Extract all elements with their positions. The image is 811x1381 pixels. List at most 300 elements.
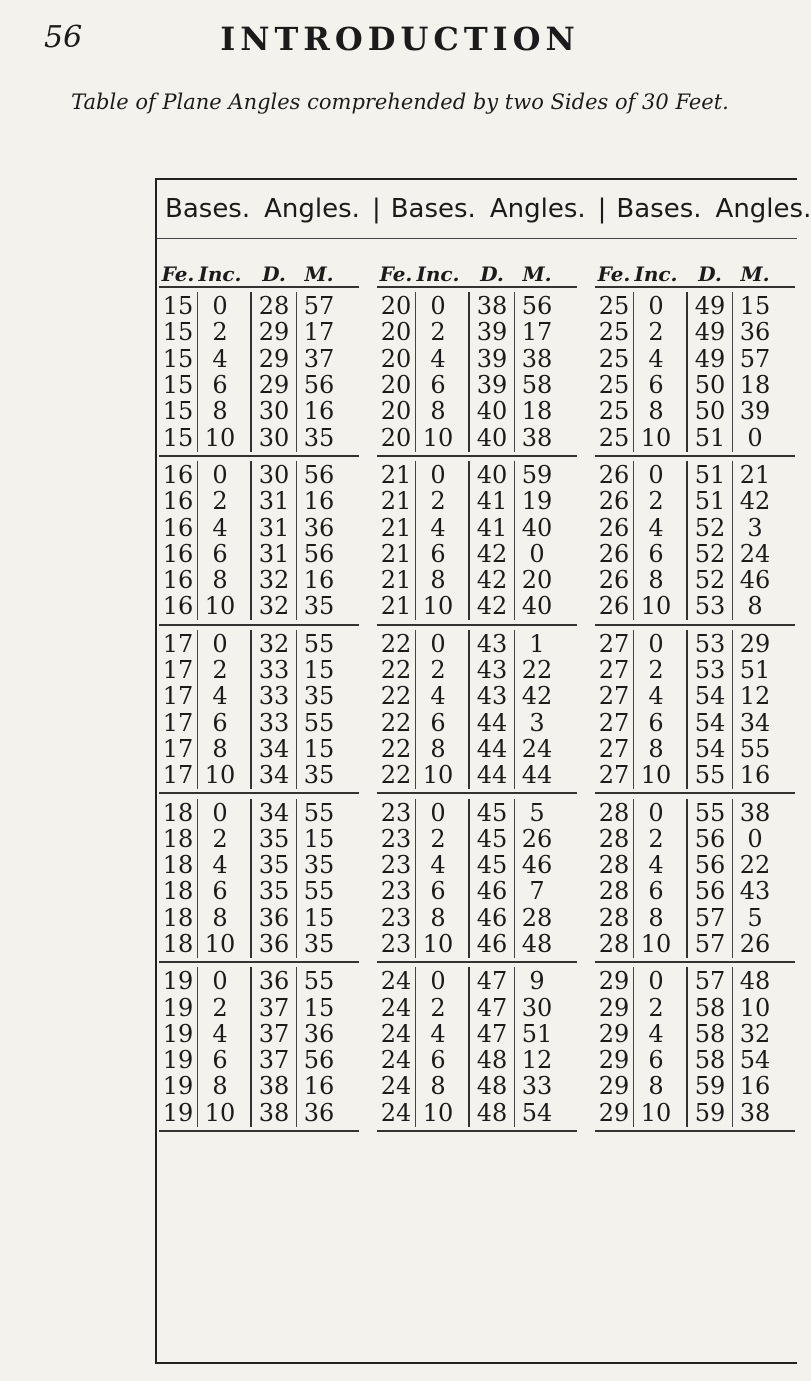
- cell-inches: 4: [212, 513, 228, 542]
- cell-minutes: 16: [303, 397, 335, 426]
- table-row: [159, 736, 359, 762]
- cell-inches: 6: [430, 1046, 446, 1075]
- cell-degrees: 39: [468, 345, 515, 373]
- cell-degrees: 32: [250, 592, 297, 620]
- column-header-row: [377, 254, 577, 288]
- cell-minutes: 51: [521, 1019, 553, 1048]
- cell-degrees: 42: [468, 592, 515, 620]
- row-group: [377, 626, 577, 795]
- column-header-feet: Fe.: [597, 262, 631, 286]
- cell-minutes: 42: [521, 682, 553, 711]
- cell-degrees: 36: [250, 967, 297, 995]
- cell-inches: 8: [648, 1072, 664, 1101]
- cell-minutes: 30: [521, 993, 553, 1022]
- cell-minutes: 24: [739, 539, 771, 568]
- cell-inches: 6: [648, 1046, 664, 1075]
- banner-separator: |: [371, 194, 381, 224]
- cell-feet: 21: [377, 461, 416, 489]
- cell-feet: 29: [595, 1072, 634, 1100]
- cell-feet: 15: [159, 424, 198, 452]
- cell-degrees: 53: [686, 630, 733, 658]
- table-row: [377, 905, 577, 931]
- cell-inches: 6: [212, 1046, 228, 1075]
- cell-feet: 24: [377, 1099, 416, 1127]
- cell-feet: 22: [377, 709, 416, 737]
- cell-inches: 4: [430, 1019, 446, 1048]
- column-header-feet: Fe.: [379, 262, 413, 286]
- cell-degrees: 39: [468, 318, 515, 346]
- cell-minutes: 9: [529, 967, 545, 996]
- cell-degrees: 33: [250, 656, 297, 684]
- cell-feet: 15: [159, 345, 198, 373]
- cell-feet: 21: [377, 540, 416, 568]
- cell-degrees: 34: [250, 735, 297, 763]
- cell-inches: 4: [430, 513, 446, 542]
- cell-inches: 2: [212, 487, 228, 516]
- cell-degrees: 48: [468, 1072, 515, 1100]
- table-row: [377, 762, 577, 788]
- table-row: [595, 1021, 795, 1047]
- page-number: 56: [44, 20, 83, 55]
- cell-minutes: 35: [303, 761, 335, 790]
- table-row: [595, 683, 795, 709]
- table-row: [595, 346, 795, 372]
- row-group: [595, 626, 795, 795]
- cell-inches: 2: [430, 993, 446, 1022]
- cell-feet: 28: [595, 799, 634, 827]
- cell-inches: 4: [212, 1019, 228, 1048]
- cell-inches: 6: [212, 539, 228, 568]
- cell-degrees: 41: [468, 514, 515, 542]
- table-row: [159, 931, 359, 957]
- cell-minutes: 17: [303, 318, 335, 347]
- table-row: [159, 994, 359, 1020]
- cell-minutes: 38: [739, 798, 771, 827]
- table-row: [595, 968, 795, 994]
- cell-minutes: 35: [303, 682, 335, 711]
- cell-degrees: 46: [468, 904, 515, 932]
- row-group: [377, 794, 577, 963]
- cell-degrees: 49: [686, 318, 733, 346]
- cell-degrees: 50: [686, 371, 733, 399]
- cell-feet: 19: [159, 994, 198, 1022]
- cell-feet: 15: [159, 397, 198, 425]
- table-banner: [157, 180, 811, 239]
- table-row: [159, 683, 359, 709]
- cell-minutes: 19: [521, 487, 553, 516]
- cell-inches: 8: [430, 1072, 446, 1101]
- cell-inches: 6: [430, 877, 446, 906]
- cell-degrees: 50: [686, 397, 733, 425]
- cell-inches: 2: [212, 993, 228, 1022]
- table-row: [595, 905, 795, 931]
- table-row: [595, 994, 795, 1020]
- cell-feet: 17: [159, 709, 198, 737]
- cell-feet: 21: [377, 487, 416, 515]
- table-row: [377, 488, 577, 514]
- cell-feet: 27: [595, 761, 634, 789]
- cell-inches: 8: [648, 903, 664, 932]
- cell-degrees: 54: [686, 682, 733, 710]
- cell-inches: 6: [648, 877, 664, 906]
- cell-minutes: 1: [529, 629, 545, 658]
- table-row: [377, 994, 577, 1020]
- cell-degrees: 39: [468, 371, 515, 399]
- cell-degrees: 51: [686, 424, 733, 452]
- table-row: [159, 1047, 359, 1073]
- cell-feet: 17: [159, 761, 198, 789]
- cell-minutes: 0: [747, 824, 763, 853]
- table-row: [377, 1021, 577, 1047]
- cell-minutes: 35: [303, 423, 335, 452]
- column-header-row: [595, 254, 795, 288]
- cell-inches: 4: [430, 851, 446, 880]
- cell-minutes: 22: [521, 656, 553, 685]
- cell-degrees: 55: [686, 799, 733, 827]
- cell-minutes: 12: [521, 1046, 553, 1075]
- running-head: INTRODUCTION: [220, 20, 580, 58]
- cell-degrees: 30: [250, 461, 297, 489]
- table-row: [377, 424, 577, 450]
- cell-minutes: 16: [739, 1072, 771, 1101]
- cell-degrees: 47: [468, 1020, 515, 1048]
- cell-minutes: 15: [303, 824, 335, 853]
- cell-feet: 28: [595, 877, 634, 905]
- row-group: [377, 288, 577, 457]
- table-row: [377, 631, 577, 657]
- table-row: [159, 319, 359, 345]
- cell-degrees: 42: [468, 566, 515, 594]
- cell-degrees: 58: [686, 994, 733, 1022]
- table-row: [595, 1047, 795, 1073]
- cell-degrees: 37: [250, 1046, 297, 1074]
- cell-inches: 10: [204, 1098, 236, 1127]
- cell-feet: 15: [159, 318, 198, 346]
- table-row: [377, 346, 577, 372]
- cell-feet: 18: [159, 877, 198, 905]
- cell-feet: 21: [377, 514, 416, 542]
- cell-minutes: 15: [739, 292, 771, 321]
- row-group: [595, 963, 795, 1132]
- cell-inches: 4: [430, 682, 446, 711]
- cell-feet: 26: [595, 592, 634, 620]
- cell-degrees: 33: [250, 709, 297, 737]
- cell-feet: 20: [377, 292, 416, 320]
- cell-feet: 23: [377, 825, 416, 853]
- cell-minutes: 55: [303, 629, 335, 658]
- cell-feet: 27: [595, 656, 634, 684]
- cell-inches: 4: [648, 513, 664, 542]
- table-row: [159, 372, 359, 398]
- cell-inches: 6: [648, 371, 664, 400]
- cell-minutes: 40: [521, 592, 553, 621]
- cell-feet: 20: [377, 397, 416, 425]
- cell-minutes: 24: [521, 734, 553, 763]
- cell-degrees: 53: [686, 656, 733, 684]
- cell-feet: 17: [159, 656, 198, 684]
- table-row: [159, 1073, 359, 1099]
- table-row: [595, 462, 795, 488]
- cell-degrees: 54: [686, 709, 733, 737]
- cell-inches: 6: [648, 539, 664, 568]
- table-row: [595, 398, 795, 424]
- row-group: [159, 457, 359, 626]
- angle-table: [155, 178, 811, 1364]
- cell-feet: 23: [377, 877, 416, 905]
- cell-minutes: 55: [739, 734, 771, 763]
- cell-degrees: 59: [686, 1072, 733, 1100]
- cell-feet: 29: [595, 1020, 634, 1048]
- table-row: [595, 1073, 795, 1099]
- cell-inches: 10: [422, 929, 454, 958]
- table-row: [377, 878, 577, 904]
- cell-inches: 6: [430, 371, 446, 400]
- cell-degrees: 35: [250, 877, 297, 905]
- cell-inches: 8: [212, 903, 228, 932]
- cell-minutes: 5: [529, 798, 545, 827]
- cell-minutes: 28: [521, 903, 553, 932]
- table-row: [595, 372, 795, 398]
- row-group: [159, 626, 359, 795]
- column-header-inches: Inc.: [416, 262, 460, 286]
- cell-inches: 0: [430, 967, 446, 996]
- table-row: [595, 736, 795, 762]
- cell-feet: 18: [159, 930, 198, 958]
- table-row: [377, 852, 577, 878]
- cell-minutes: 59: [521, 460, 553, 489]
- cell-inches: 6: [430, 539, 446, 568]
- cell-degrees: 32: [250, 630, 297, 658]
- cell-degrees: 52: [686, 566, 733, 594]
- cell-inches: 2: [648, 487, 664, 516]
- cell-minutes: 46: [739, 566, 771, 595]
- cell-degrees: 58: [686, 1020, 733, 1048]
- cell-feet: 17: [159, 630, 198, 658]
- cell-minutes: 48: [739, 967, 771, 996]
- cell-inches: 4: [648, 344, 664, 373]
- cell-feet: 27: [595, 682, 634, 710]
- cell-degrees: 29: [250, 318, 297, 346]
- row-group: [159, 963, 359, 1132]
- cell-degrees: 59: [686, 1099, 733, 1127]
- table-row: [159, 424, 359, 450]
- cell-degrees: 47: [468, 967, 515, 995]
- row-group: [159, 794, 359, 963]
- table-row: [595, 488, 795, 514]
- table-row: [595, 762, 795, 788]
- cell-degrees: 28: [250, 292, 297, 320]
- cell-inches: 8: [648, 566, 664, 595]
- cell-inches: 10: [204, 929, 236, 958]
- cell-inches: 2: [648, 656, 664, 685]
- cell-feet: 21: [377, 592, 416, 620]
- cell-minutes: 56: [521, 292, 553, 321]
- table-grid: [159, 254, 795, 1132]
- cell-minutes: 57: [739, 344, 771, 373]
- cell-degrees: 29: [250, 371, 297, 399]
- table-row: [159, 293, 359, 319]
- cell-minutes: 5: [747, 903, 763, 932]
- cell-inches: 2: [430, 318, 446, 347]
- cell-feet: 29: [595, 994, 634, 1022]
- column-header-row: [159, 254, 359, 288]
- cell-feet: 24: [377, 994, 416, 1022]
- cell-inches: 6: [430, 708, 446, 737]
- row-group: [595, 457, 795, 626]
- cell-feet: 24: [377, 967, 416, 995]
- cell-minutes: 36: [739, 318, 771, 347]
- cell-feet: 19: [159, 1099, 198, 1127]
- cell-inches: 4: [648, 1019, 664, 1048]
- table-row: [377, 968, 577, 994]
- cell-degrees: 56: [686, 825, 733, 853]
- cell-feet: 23: [377, 851, 416, 879]
- cell-degrees: 52: [686, 540, 733, 568]
- cell-feet: 16: [159, 566, 198, 594]
- cell-minutes: 56: [303, 460, 335, 489]
- cell-degrees: 40: [468, 461, 515, 489]
- cell-minutes: 22: [739, 851, 771, 880]
- cell-minutes: 38: [521, 423, 553, 452]
- table-row: [595, 709, 795, 735]
- table-row: [159, 567, 359, 593]
- cell-inches: 10: [204, 423, 236, 452]
- cell-minutes: 37: [303, 344, 335, 373]
- cell-feet: 20: [377, 345, 416, 373]
- cell-degrees: 43: [468, 656, 515, 684]
- cell-minutes: 0: [747, 423, 763, 452]
- cell-minutes: 51: [739, 656, 771, 685]
- table-row: [377, 931, 577, 957]
- cell-feet: 23: [377, 904, 416, 932]
- cell-inches: 6: [648, 708, 664, 737]
- table-row: [159, 762, 359, 788]
- cell-minutes: 32: [739, 1019, 771, 1048]
- cell-inches: 10: [640, 592, 672, 621]
- cell-feet: 15: [159, 292, 198, 320]
- table-row: [595, 826, 795, 852]
- table-row: [159, 346, 359, 372]
- table-row: [377, 709, 577, 735]
- table-row: [159, 1021, 359, 1047]
- column-header-inches: Inc.: [634, 262, 678, 286]
- cell-degrees: 52: [686, 514, 733, 542]
- cell-inches: 2: [430, 656, 446, 685]
- table-row: [159, 968, 359, 994]
- cell-degrees: 41: [468, 487, 515, 515]
- cell-inches: 8: [212, 397, 228, 426]
- cell-inches: 6: [212, 877, 228, 906]
- cell-degrees: 30: [250, 397, 297, 425]
- cell-feet: 19: [159, 967, 198, 995]
- cell-degrees: 57: [686, 967, 733, 995]
- cell-degrees: 43: [468, 630, 515, 658]
- cell-inches: 8: [648, 734, 664, 763]
- table-row: [377, 567, 577, 593]
- cell-feet: 27: [595, 735, 634, 763]
- cell-degrees: 31: [250, 540, 297, 568]
- cell-inches: 0: [648, 967, 664, 996]
- cell-degrees: 53: [686, 592, 733, 620]
- cell-degrees: 46: [468, 930, 515, 958]
- cell-feet: 22: [377, 735, 416, 763]
- cell-feet: 26: [595, 566, 634, 594]
- table-row: [159, 488, 359, 514]
- table-row: [377, 1047, 577, 1073]
- cell-inches: 4: [212, 344, 228, 373]
- cell-feet: 29: [595, 967, 634, 995]
- cell-feet: 19: [159, 1072, 198, 1100]
- table-row: [159, 799, 359, 825]
- cell-minutes: 26: [521, 824, 553, 853]
- cell-inches: 4: [430, 344, 446, 373]
- cell-minutes: 56: [303, 539, 335, 568]
- cell-degrees: 57: [686, 930, 733, 958]
- cell-feet: 24: [377, 1072, 416, 1100]
- table-row: [377, 683, 577, 709]
- cell-degrees: 45: [468, 851, 515, 879]
- table-row: [159, 541, 359, 567]
- cell-inches: 0: [212, 798, 228, 827]
- cell-minutes: 56: [303, 1046, 335, 1075]
- table-row: [377, 372, 577, 398]
- cell-inches: 2: [430, 487, 446, 516]
- cell-minutes: 26: [739, 929, 771, 958]
- table-row: [377, 541, 577, 567]
- cell-minutes: 55: [303, 967, 335, 996]
- cell-inches: 10: [422, 592, 454, 621]
- cell-degrees: 51: [686, 461, 733, 489]
- table-row: [595, 541, 795, 567]
- cell-feet: 25: [595, 371, 634, 399]
- cell-feet: 28: [595, 930, 634, 958]
- cell-minutes: 10: [739, 993, 771, 1022]
- cell-degrees: 55: [686, 761, 733, 789]
- cell-minutes: 38: [739, 1098, 771, 1127]
- cell-minutes: 55: [303, 708, 335, 737]
- cell-feet: 29: [595, 1046, 634, 1074]
- cell-inches: 10: [640, 423, 672, 452]
- cell-feet: 18: [159, 851, 198, 879]
- row-group: [377, 457, 577, 626]
- cell-feet: 22: [377, 656, 416, 684]
- table-row: [595, 931, 795, 957]
- cell-inches: 2: [648, 993, 664, 1022]
- cell-degrees: 56: [686, 877, 733, 905]
- table-row: [377, 826, 577, 852]
- table-row: [159, 593, 359, 619]
- table-row: [595, 852, 795, 878]
- cell-feet: 22: [377, 761, 416, 789]
- cell-degrees: 32: [250, 566, 297, 594]
- cell-inches: 2: [648, 824, 664, 853]
- cell-minutes: 18: [521, 397, 553, 426]
- cell-inches: 4: [648, 682, 664, 711]
- cell-feet: 19: [159, 1020, 198, 1048]
- table-row: [595, 631, 795, 657]
- table-row: [377, 657, 577, 683]
- cell-minutes: 38: [521, 344, 553, 373]
- column-header-minutes: M.: [740, 262, 770, 286]
- cell-minutes: 55: [303, 798, 335, 827]
- cell-feet: 27: [595, 630, 634, 658]
- cell-feet: 16: [159, 540, 198, 568]
- table-row: [595, 1100, 795, 1126]
- column-header-degrees: D.: [698, 262, 722, 286]
- cell-degrees: 44: [468, 761, 515, 789]
- table-row: [159, 514, 359, 540]
- cell-inches: 10: [422, 1098, 454, 1127]
